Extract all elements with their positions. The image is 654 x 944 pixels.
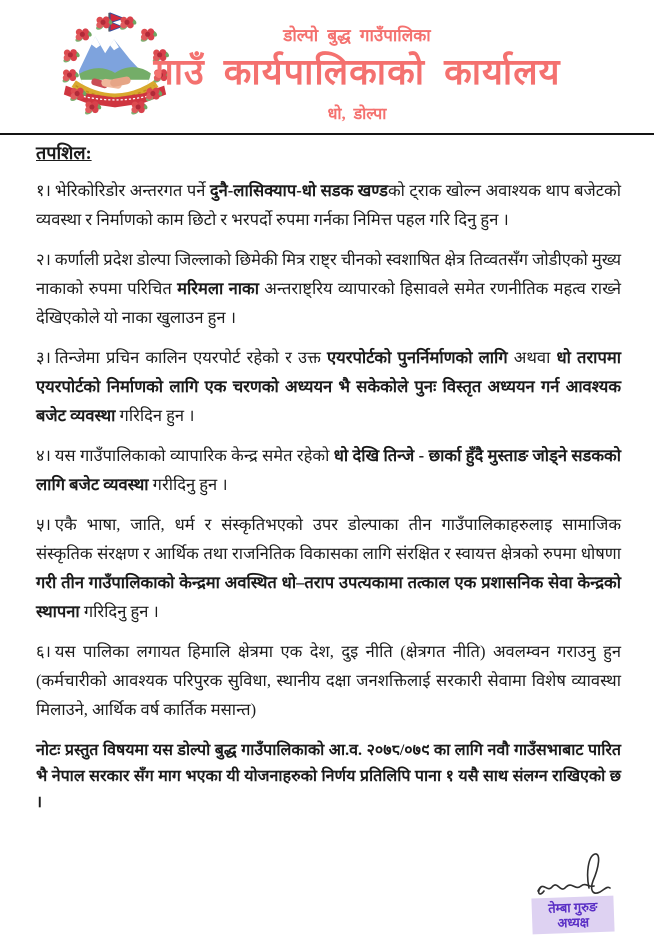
office-location: धो, डोल्पा bbox=[327, 105, 387, 123]
point-number: १। bbox=[36, 181, 51, 200]
point-text-bold: गरी तीन गाउँपालिकाको केन्द्रमा अवस्थित धो–तराप उपत्यकामा तत्काल एक प्रशासनिक सेवा केन्द्रको स्थापना bbox=[36, 573, 621, 621]
section-heading: तपशिल: bbox=[36, 143, 92, 163]
stamp-title: अध्यक्ष bbox=[557, 914, 590, 931]
point-text: गरीदिनु हुन । bbox=[148, 475, 228, 494]
list-point bbox=[36, 637, 621, 724]
point-text-bold: मरिमला नाका bbox=[177, 279, 259, 298]
header-divider bbox=[0, 133, 654, 135]
stamp-name: तेम्बा गुरुङ bbox=[547, 899, 598, 916]
list-point bbox=[36, 510, 621, 626]
point-text-bold: एयरपोर्टको पुनर्निर्माणको लागि bbox=[327, 348, 508, 367]
list-point bbox=[36, 245, 621, 332]
office-title: गाउँ कार्यपालिकाको कार्यालय bbox=[153, 52, 561, 92]
points-list bbox=[36, 176, 621, 724]
list-point bbox=[36, 441, 621, 499]
point-text: भेरिकोरिडोर अन्तरगत पर्ने bbox=[54, 181, 210, 200]
list-point bbox=[36, 343, 621, 430]
point-text-bold: दुनै-लासिक्याप-धो सडक खण्ड bbox=[209, 181, 388, 200]
point-text: कर्णाली प्रदेश डोल्पा जिल्लाको छिमेकी मित्र राष्ट्र चीनको स्वशाषित क्षेत्र तिव्वतसँग जोडीएको मुख्य नाकाको रुपमा परिचित bbox=[36, 250, 622, 298]
point-number: ५। bbox=[36, 515, 51, 534]
list-point bbox=[36, 176, 621, 234]
point-text-bold: धो देखि तिन्जे - छार्का हुँदै मुस्ताङ जोड्ने सडकको लागि बजेट व्यवस्था bbox=[36, 446, 621, 494]
point-number: ६। bbox=[36, 642, 51, 661]
letter-body bbox=[36, 141, 621, 816]
point-text: एकै भाषा, जाति, धर्म र संस्कृतिभएको उपर डोल्पाका तीन गाउँपालिकाहरुलाइ सामाजिक संस्कृतिक संरक्षण र आर्थिक तथा राजनितिक विकासका लागि संरक्षित र स्वायत्त क्षेत्रको रुपमा धोषणा bbox=[36, 515, 621, 563]
point-text: गरिदिन हुन । bbox=[115, 406, 195, 425]
point-number: ४। bbox=[36, 446, 51, 465]
point-number: ३। bbox=[36, 348, 51, 367]
point-text: गरिदिनु हुन । bbox=[79, 602, 159, 621]
letterhead-titles bbox=[92, 0, 622, 124]
chairman-stamp bbox=[531, 896, 614, 935]
point-text-bold: धो तरापमा एयरपोर्टको निर्माणको लागि एक चरणको अध्ययन भै सकेकोले पुनः विस्तृत अध्ययन गर्न आवश्यक बजेट व्यवस्था bbox=[36, 348, 621, 425]
note-paragraph: नोटः प्रस्तुत विषयमा यस डोल्पो बुद्ध गाउँपालिकाको आ.व. २०७८/०७९ का लागि नवौ गाउँसभाबाट पारित भै नेपाल सरकार सँग माग भएका यी योजनाहरुको निर्णय प्रतिलिपि पाना १ यसै साथ संलग्न राखिएको छ । bbox=[36, 742, 621, 811]
point-number: २। bbox=[36, 250, 51, 269]
point-text: तिन्जेमा प्रचिन कालिन एयरपोर्ट रहेको र उक्त bbox=[54, 348, 328, 367]
letterhead bbox=[0, 0, 654, 133]
municipality-name: डोल्पो बुद्ध गाउँपालिका bbox=[283, 26, 431, 45]
point-text: को ट्राक खोल्न अवाश्यक थाप बजेटको व्यवस्था र निर्माणको काम छिटो र भरपर्दो रुपमा गर्नका निमित्त पहल गरि दिनु हुन । bbox=[36, 181, 621, 229]
point-text: अन्तराष्ट्रिय व्यापारको हिसावले समेत रणनीतिक महत्व राख्ने देखिएकोले यो नाका खुलाउन हुन । bbox=[36, 279, 621, 327]
point-text: अथवा bbox=[507, 348, 557, 367]
point-text: यस पालिका लगायत हिमालि क्षेत्रमा एक देश, दुइ नीति (क्षेत्रगत नीति) अवलम्वन गराउनु हुन (कर्मचारीको आवश्यक परिपुरक सुविधा, स्थानीय दक्षा जनशक्तिलाई सरकारी सेवामा विशेष व्यावस्था मिलाउने, आर्थिक वर्ष कार्तिक मसान्त) bbox=[36, 642, 621, 719]
point-text: यस गाउँपालिकाको व्यापारिक केन्द्र समेत रहेको bbox=[54, 446, 334, 465]
